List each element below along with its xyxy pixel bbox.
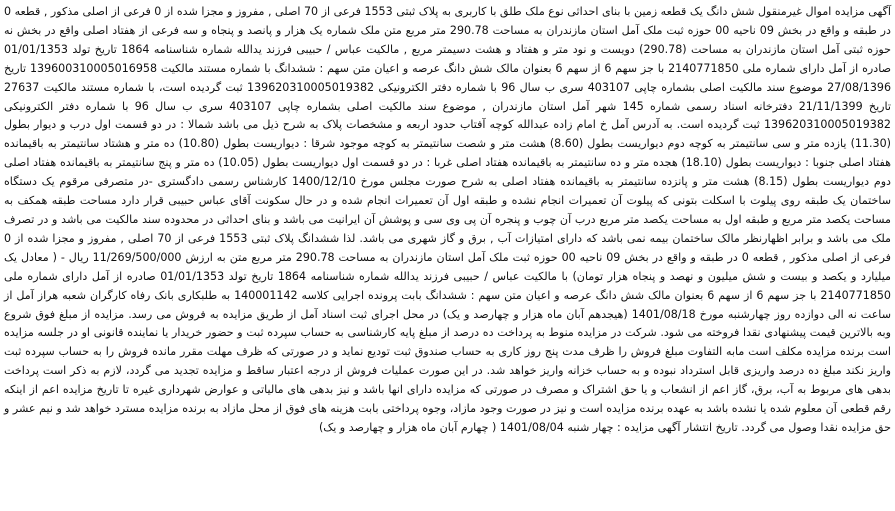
auction-notice-text: آگهی مزایده اموال غیرمنقول شش دانگ یک قطعه زمین با بنای احداثی نوع ملک طلق با کاربری به پلاک ثبتی 1553 فرعی از 70 اصلی , مفروز و مجزا شده از 0 فرعی از اصلی مذکور , قطعه 0 در طبقه و واقع در بخش 09 ناحیه 00 حوزه ثبت ملک آمل استان مازندران به مساحت 290.78 متر مربع متن ملک شماره یک هزار و پانصد و پنجاه و سه فرعی از هفتاد اصلی واقع در بخش نه حوزه ثبتی آمل استان مازندران به مساحت (290.78) دویست و نود متر و هفتاد و هشت دسیمتر مربع , مالکیت عباس / حبیبی فرزند یدالله شماره شناسنامه 1864 تاریخ تولد 01/01/1353 صادره از آمل دارای شماره ملی 2140771850 با جز سهم 6 از سهم 6 بعنوان مالک شش دانگ عرصه و اعیان متن سهم : ششدانگ با شماره مستند مالکیت 13960031000501695​8 تاریخ 27/08/1396 موضوع سند مالکیت اصلی بشماره چاپی 403107 سری ب سال 96 با شماره دفتر الکترونیکی 13962031000501938​2 ثبت گردیده است، با شماره مستند مالکیت 27637 تاریخ 21/11/1399 دفترخانه اسناد رسمی شماره 145 شهر آمل استان مازندران , موضوع سند مالکیت اصلی بشماره چاپی 403107 سری ب سال 96 با شماره دفتر الکترونیکی 139620310005019382 ثبت گردیده است. به آدرس آمل خ امام زاده عبدالله کوچه آفتاب حدود اربعه و مشخصات پلاک به شرح ذیل می باشد شمالا : در دو قسمت اول درب و دیوار بطول (11.30) یازده متر و سی سانتیمتر به کوچه دوم دیواریست بطول (8.60) هشت متر و شصت سانتیمتر به کوچه موجود شرقا : دیواریست بطول (10.80) ده متر و هشتاد سانتیمتر به باقیمانده هفتاد اصلی جنوبا : دیواریست بطول (18.10) هجده متر و ده سانتیمتر به باقیمانده هفتاد اصلی غربا : در دو قسمت اول دیواریست بطول (10.05) ده متر و پنج سانتیمتر به باقیمانده هفتاد اصلی دوم دیواریست بطول (8.15) هشت متر و پانزده سانتیمتر به باقیمانده هفتاد اصلی به شرح صورت مجلس مورخ 1400/12/10 کارشناس رسمی دادگستری -در متصرفی مرقوم یک دستگاه ساختمان یک طبقه روی پیلوت با اسکلت بتونی که پیلوت آن تعمیرات انجام نشده و طبقه اول آن تعمیرات انجام شده و در حال سکونت آقای عباس حبیبی قرار دارد مساحت طبقه همکف به مساحت یکصد متر مربع و طبقه اول به مساحت یکصد متر مربع درب آن چوب و پنجره آن پی وی سی و پوشش آن ایرانیت می باشد و بنای احداثی در محدوده سند مالکیت می باشد و در تصرف ملک می باشد و برابر اظهارنظر مالک ساختمان بیمه نمی باشد که دارای امتیازات آب , برق و گاز شهری می باشد. لذا ششدانگ پلاک ثبتی 1553 فرعی از 70 اصلی , مفروز و مجزا شده از 0 فرعی از اصلی مذکور , قطعه 0 در طبقه و واقع در بخش 09 ناحیه 00 حوزه ثبت ملک آمل استان مازندران به مساحت 290.78 متر مربع متن به ارزش 11/269/500/000 ریال - ( معادل یک میلیارد و یکصد و بیست و شش میلیون و نهصد و پنجاه هزار تومان) با مالکیت عباس / حبیبی فرزند یدالله شماره شناسنامه 1864 تاریخ تولد 01/01/1353 صادره از آمل دارای شماره ملی 2140771850 با جز سهم 6 از سهم 6 بعنوان مالک شش دانگ عرصه و اعیان متن سهم : ششدانگ بابت پرونده اجرایی کلاسه 140001142 به طلبکاری بانک رفاه کارگران شعبه هراز آمل از ساعت نه الی دوازده روز چهارشنبه مورخ 1401/08/18 (هیجدهم آبان ماه هزار و چهارصد و یک) در محل اجرای ثبت اسناد آمل از طریق مزایده به فروش می رسد. مزایده از مبلغ فوق شروع وبه بالاترین قیمت پیشنهادی نقدا فروخته می شود. شرکت در مزایده منوط به پرداخت ده درصد از مبلغ پایه کارشناسی به حساب سپرده ثبت و حضور خریدار یا نماینده قانونی او در جلسه مزایده است برنده مزایده مکلف است مابه التفاوت مبلغ فروش را ظرف مدت پنج روز کاری به حساب صندوق ثبت تودیع نماید و در صورتی که ظرف مهلت مقرر مانده فروش را به حساب سپرده ثبت واریز نکند مبلغ ده درصد واریزی قابل استرداد نبوده و به حساب خزانه واریز خواهد شد. در این صورت عملیات فروش از درجه اعتبار ساقط و مزایده تجدید می گردد، لازم به ذکر است پرداخت بدهی های مربوط به آب، برق، گاز اعم از انشعاب و یا حق اشتراک و مصرف در صورتی که مزایده دارای انها باشد و نیز بدهی های مالیاتی و عوارض شهرداری غیره تا تاریخ مزایده اعم از اینکه رقم قطعی آن معلوم شده یا نشده باشد به عهده برنده مزایده است و نیز در صورت وجود مازاد، وجوه پرداختی بابت هزینه های فوق از محل مازاد به برنده مزایده مسترد خواهد شد و نیم عشر و حق مزایده نقدا وصول می گردد. تاریخ انتشار آگهی مزایده : چهار شنبه 1401/08/04 ( چهارم آبان ماه هزار و چهارصد و یک) [4,5,892,434]
